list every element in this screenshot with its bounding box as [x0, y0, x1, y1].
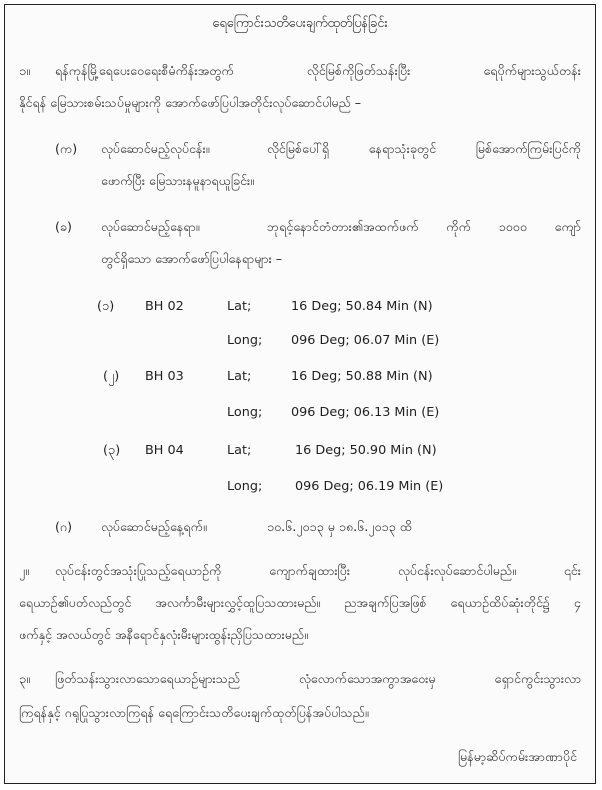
point-id: BH 04: [145, 443, 184, 458]
item-c-dates: ၁၀.၆.၂၀၁၃ မှ ၁၈.၆.၂၀၁၃ ထိ: [267, 519, 412, 534]
point-number: (၁): [97, 299, 115, 314]
para2-line-1: လုပ်ငန်းတွင်အသုံးပြုသည့်ရေယာဉ်ကို ကျောက်ချထားပြီး လုပ်ငန်းလုပ်ဆောင်ပါမည်။ ၎င်း: [55, 563, 581, 578]
item-a-label: (က): [55, 141, 78, 156]
point-number: (၃): [103, 443, 121, 458]
para2-line-3: ဖက်နှင့် အလယ်တွင် အနီရောင်နှလုံးမီးများထွန်းညှိပြသထားမည်။: [19, 627, 308, 642]
item-b-text-2: တွင်ရှိသော အောက်ဖော်ပြပါနေရာများ –: [101, 251, 283, 266]
point-long-label: Long;: [227, 479, 263, 494]
item-c-heading: လုပ်ဆောင်မည့်နေ့ရက်။: [101, 519, 207, 534]
point-long-label: Long;: [227, 405, 263, 420]
document-title: ရေကြောင်းသတိပေးချက်ထုတ်ပြန်ခြင်း: [212, 15, 388, 30]
para1-line-1: ရန်ကုန်မြို့ရေပေးဝေရေးစီမံကိန်းအတွက် လိုင်မြစ်ကိုဖြတ်သန်းပြီး ရေပိုက်များသွယ်တန်း: [55, 63, 581, 78]
para1-line-2: နိုင်ရန် မြေသားစမ်းသပ်မှုများကို အောက်ဖော်ပြပါအတိုင်းလုပ်ဆောင်ပါမည် –: [19, 95, 362, 110]
signature-authority: မြန်မာ့ဆိပ်ကမ်းအာဏာပိုင်: [457, 749, 577, 764]
point-lat-value: 16 Deg; 50.90 Min (N): [295, 443, 437, 458]
point-long-value: 096 Deg; 06.19 Min (E): [295, 479, 444, 494]
item-c-label: (ဂ): [55, 519, 73, 534]
point-id: BH 03: [145, 369, 184, 384]
item-b-label: (ခ): [55, 219, 72, 234]
point-long-label: Long;: [227, 333, 263, 348]
item-a-heading: လုပ်ဆောင်မည့်လုပ်ငန်း။: [101, 141, 210, 156]
item-b-heading: လုပ်ဆောင်မည့်နေရာ။: [101, 219, 200, 234]
point-lat-label: Lat;: [227, 299, 252, 314]
item-b-text-1: ဘုရင့်နောင်တံတား၏အထက်ဖက် ကိုက် ၁၀၀၀ ကျော်: [267, 219, 581, 234]
para2-number: ၂။: [19, 563, 29, 578]
point-lat-label: Lat;: [227, 369, 252, 384]
para3-line-1: ဖြတ်သန်းသွားလာသောရေယာဉ်များသည် လုံလောက်သောအကွာအဝေးမှ ရှောင်ကွင်းသွားလာ: [55, 671, 581, 686]
point-lat-value: 16 Deg; 50.84 Min (N): [291, 299, 433, 314]
para3-number: ၃။: [19, 671, 30, 686]
item-a-text-2: ဖောက်ပြီး မြေသားနမူနာရယူခြင်း။: [101, 173, 255, 188]
notice-document: [4, 4, 596, 784]
point-id: BH 02: [145, 299, 184, 314]
para2-line-2: ရေယာဉ်၏ပတ်လည်တွင် အလင်္ကာမီးများလွှင့်ထူပြသထားမည်။ ညအချက်ပြအဖြစ် ရေယာဉ်ထိပ်ဆုံးတိုင်၌ ၄: [19, 595, 581, 610]
point-long-value: 096 Deg; 06.07 Min (E): [291, 333, 440, 348]
point-lat-label: Lat;: [227, 443, 252, 458]
para3-line-2: ကြရန်နှင့် ဂရုပြုသွားလာကြရန် ရေကြောင်းသတိပေးချက်ထုတ်ပြန်အပ်ပါသည်။: [19, 705, 369, 720]
point-long-value: 096 Deg; 06.13 Min (E): [291, 405, 440, 420]
point-lat-value: 16 Deg; 50.88 Min (N): [291, 369, 433, 384]
point-number: (၂): [103, 369, 120, 384]
item-a-text-1: လိုင်မြစ်ပေါ်ရှိ နေရာသုံးခုတွင် မြစ်အောက်ကြမ်းပြင်ကို: [267, 141, 581, 156]
para1-number: ၁။: [19, 63, 30, 78]
